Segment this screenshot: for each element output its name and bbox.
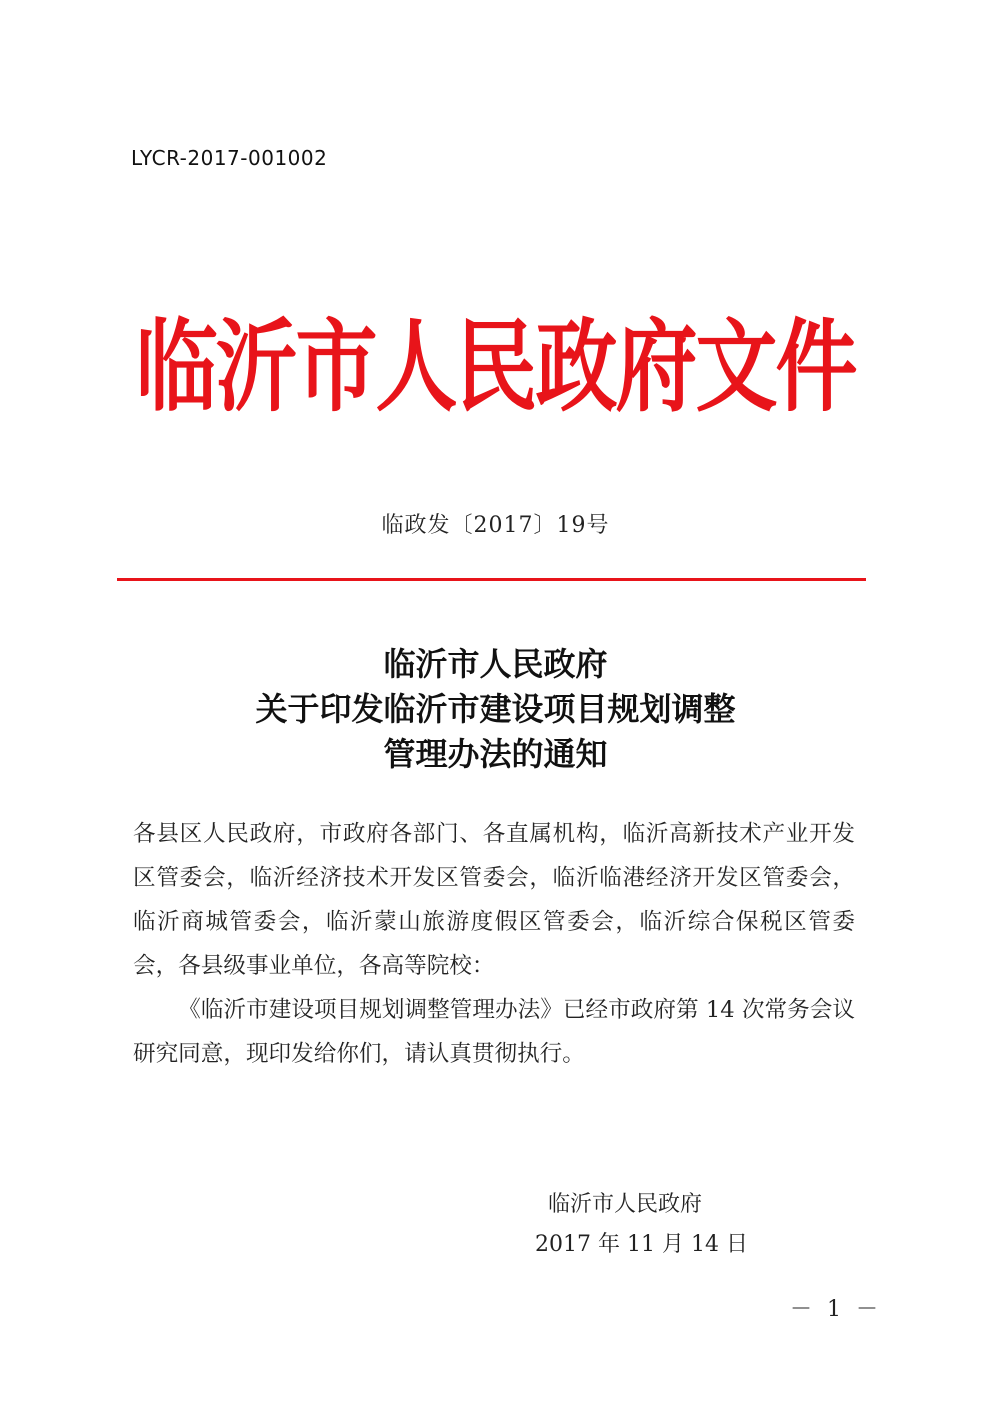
title-line-1: 临沂市人民政府 bbox=[383, 645, 608, 683]
masthead-title: 临沂市人民政府文件 bbox=[135, 308, 856, 426]
notice-title bbox=[0, 642, 991, 777]
title-line-3: 管理办法的通知 bbox=[383, 735, 608, 773]
body-paragraph: 《临沂市建设项目规划调整管理办法》已经市政府第 14 次常务会议研究同意，现印发给你们，请认真贯彻执行。 bbox=[133, 997, 855, 1067]
notice-body bbox=[133, 812, 855, 1076]
document-code: LYCR-2017-001002 bbox=[131, 146, 328, 170]
recipients-paragraph: 各县区人民政府，市政府各部门、各直属机构，临沂高新技术产业开发区管委会，临沂经济技术开发区管委会，临沂临港经济开发区管委会，临沂商城管委会，临沂蒙山旅游度假区管委会，临沂综合保税区管委会，各县级事业单位，各高等院校： bbox=[133, 821, 855, 979]
document-number: 临政发〔2017〕19号 bbox=[381, 513, 610, 538]
issuer-signature: 临沂市人民政府 bbox=[548, 1192, 703, 1217]
red-divider-line bbox=[117, 578, 866, 581]
title-line-2: 关于印发临沂市建设项目规划调整 bbox=[255, 690, 736, 728]
page-number: － 1 － bbox=[790, 1297, 882, 1322]
issue-date: 2017 年 11 月 14 日 bbox=[535, 1232, 748, 1257]
